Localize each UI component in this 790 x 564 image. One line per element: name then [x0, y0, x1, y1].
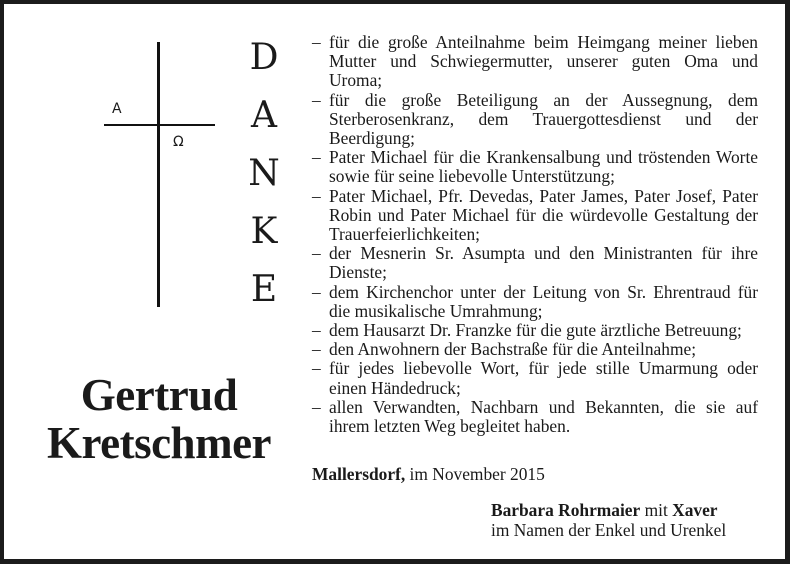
- list-item: [312, 283, 758, 321]
- list-item: [312, 91, 758, 149]
- list-item-text: Pater Michael für die Krankensalbung und tröstenden Worte sowie für seine liebevolle Unterstützung;: [329, 147, 758, 187]
- dash-bullet: –: [312, 358, 321, 379]
- alpha-symbol: Α: [112, 101, 122, 117]
- list-item-text: dem Kirchenchor unter der Leitung von Sr. Ehrentraud für die musikalische Umrahmung;: [329, 281, 758, 321]
- list-item-text: den Anwohnern der Bachstraße für die Anteilnahme;: [329, 339, 697, 360]
- list-item-text: für jedes liebevolle Wort, für jede stille Umarmung oder einen Händedruck;: [329, 358, 758, 398]
- cross-vertical-beam: [157, 42, 160, 307]
- list-item-text: für die große Beteiligung an der Aussegnung, dem Sterberosenkranz, dem Trauergottesdienst und der Beerdigung;: [329, 89, 758, 149]
- date: im November 2015: [405, 464, 545, 484]
- dash-bullet: –: [312, 89, 321, 110]
- list-item: [312, 359, 758, 397]
- list-item-text: für die große Anteilnahme beim Heimgang meiner lieben Mutter und Schwiegermutter, unserer guten Oma und Uroma;: [329, 32, 758, 91]
- list-item: [312, 187, 758, 245]
- dash-bullet: –: [312, 281, 321, 302]
- signature: [491, 500, 726, 540]
- dash-bullet: –: [312, 185, 321, 206]
- dash-bullet: –: [312, 339, 321, 360]
- list-item-text: der Mesnerin Sr. Asumpta und den Ministranten für ihre Dienste;: [329, 243, 758, 283]
- danke-letter: N: [248, 153, 280, 194]
- dash-bullet: –: [312, 396, 321, 417]
- signature-connector: mit: [640, 500, 673, 520]
- dash-bullet: –: [312, 243, 321, 264]
- danke-letter: D: [249, 37, 279, 78]
- list-item: [312, 398, 758, 436]
- omega-symbol: Ω: [173, 134, 184, 150]
- signature-line-2: im Namen der Enkel und Urenkel: [491, 520, 727, 540]
- danke-letter: A: [251, 95, 277, 136]
- list-item: [312, 244, 758, 282]
- danke-letter: K: [250, 211, 278, 252]
- first-name: Gertrud: [80, 370, 238, 420]
- dash-bullet: –: [312, 32, 321, 52]
- list-item: [312, 340, 758, 359]
- list-item: [312, 321, 758, 340]
- list-item-text: allen Verwandten, Nachbarn und Bekannten, die sie auf ihrem letzten Weg begleitet haben.: [329, 396, 758, 437]
- place-date: [312, 464, 545, 485]
- signer-name-2: Xaver: [672, 500, 718, 520]
- dash-bullet: –: [312, 320, 321, 341]
- signer-name: Barbara Rohrmaier: [491, 500, 641, 520]
- list-item: [312, 148, 758, 186]
- signature-line-1: [491, 500, 726, 520]
- list-item: [312, 33, 758, 91]
- thanks-list: [312, 33, 758, 436]
- place: Mallersdorf,: [312, 464, 406, 484]
- last-name: Kretschmer: [46, 418, 272, 468]
- dash-bullet: –: [312, 147, 321, 168]
- deceased-name: [24, 371, 294, 467]
- list-item-text: Pater Michael, Pfr. Devedas, Pater James, Pater Josef, Pater Robin und Pater Michael für die würdevolle Gestaltung der Trauerfeierlichkeiten;: [329, 185, 758, 245]
- cross-horizontal-beam: [104, 124, 215, 126]
- danke-letter: E: [250, 269, 278, 310]
- list-item-text: dem Hausarzt Dr. Franzke für die gute ärztliche Betreuung;: [329, 320, 742, 341]
- danke-heading: [244, 38, 284, 328]
